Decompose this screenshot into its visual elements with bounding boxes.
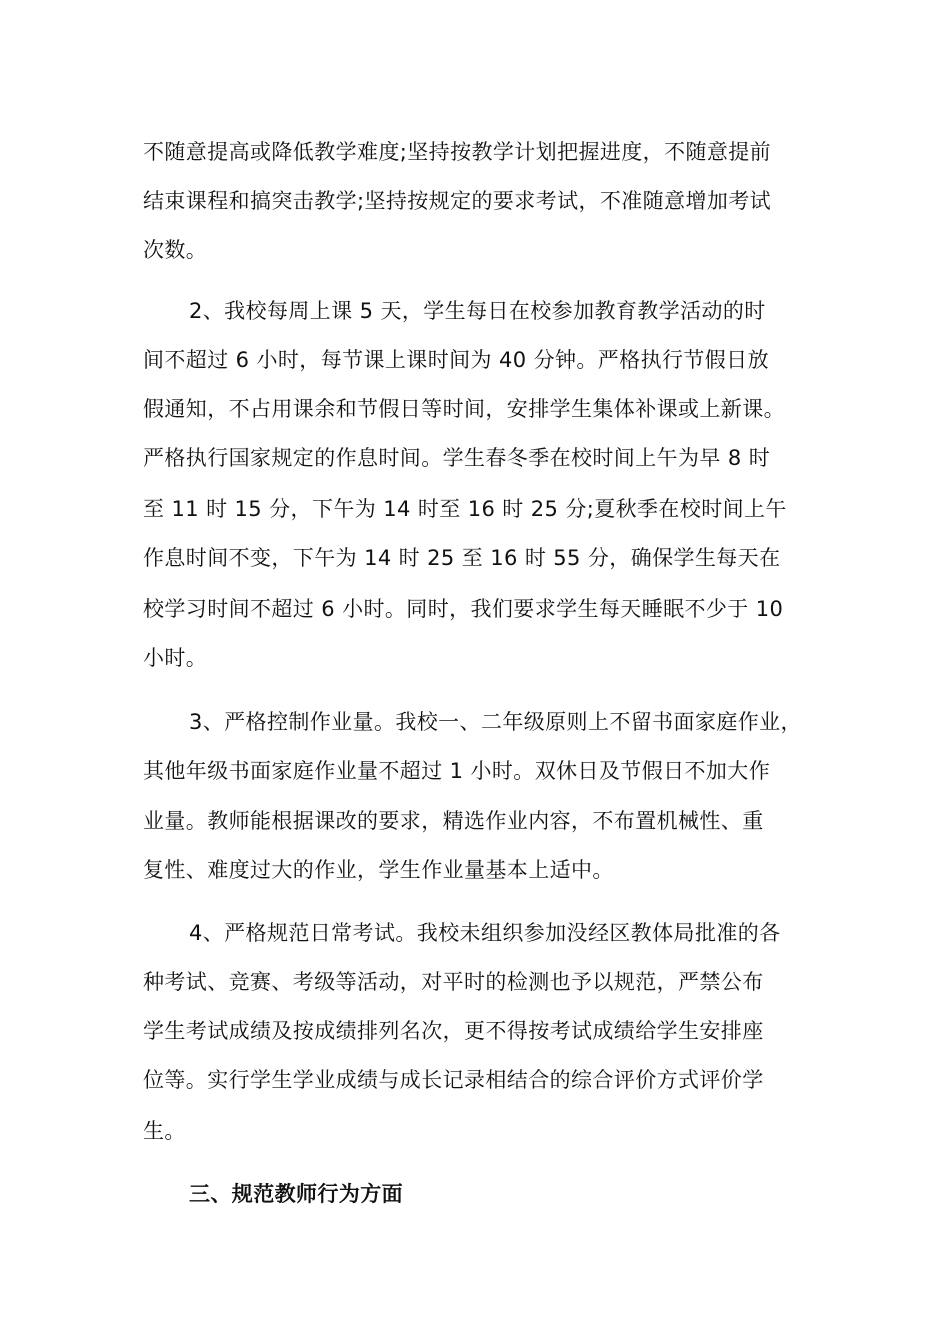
text-line: 生。 xyxy=(143,1119,186,1143)
text-line: 种考试、竞赛、考级等活动，对平时的检测也予以规范，严禁公布 xyxy=(143,970,764,994)
text-line: 严格执行国家规定的作息时间。学生春冬季在校时间上午为早 8 时 xyxy=(143,446,771,470)
text-line: 结束课程和搞突击教学;坚持按规定的要求考试，不准随意增加考试 xyxy=(143,189,772,213)
text-line: 4、严格规范日常考试。我校未组织参加没经区教体局批准的各 xyxy=(189,921,781,945)
text-line: 间不超过 6 小时，每节课上课时间为 40 分钟。严格执行节假日放 xyxy=(143,348,769,372)
text-line: 位等。实行学生学业成绩与成长记录相结合的综合评价方式评价学 xyxy=(143,1068,764,1092)
text-line: 学生考试成绩及按成绩排列名次，更不得按考试成绩给学生安排座 xyxy=(143,1019,764,1043)
text-line: 其他年级书面家庭作业量不超过 1 小时。双休日及节假日不加大作 xyxy=(143,759,771,783)
text-line: 至 11 时 15 分，下午为 14 时至 16 时 25 分;夏秋季在校时间上午 xyxy=(143,497,787,521)
text-line: 作息时间不变，下午为 14 时 25 至 16 时 55 分，确保学生每天在 xyxy=(143,546,781,570)
text-line: 次数。 xyxy=(143,238,208,262)
text-line: 校学习时间不超过 6 小时。同时，我们要求学生每天睡眠不少于 10 xyxy=(143,597,784,621)
text-line: 复性、难度过大的作业，学生作业量基本上适中。 xyxy=(143,858,614,882)
text-line: 业量。教师能根据课改的要求，精选作业内容，不布置机械性、重 xyxy=(143,809,764,833)
section-heading: 三、规范教师行为方面 xyxy=(189,1182,403,1206)
text-line: 不随意提高或降低教学难度;坚持按教学计划把握进度，不随意提前 xyxy=(143,140,772,164)
text-line: 2、我校每周上课 5 天，学生每日在校参加教育教学活动的时 xyxy=(189,299,766,323)
text-line: 小时。 xyxy=(143,646,208,670)
text-line: 3、严格控制作业量。我校一、二年级原则上不留书面家庭作业， xyxy=(189,710,802,734)
text-line: 假通知，不占用课余和节假日等时间，安排学生集体补课或上新课。 xyxy=(143,397,785,421)
